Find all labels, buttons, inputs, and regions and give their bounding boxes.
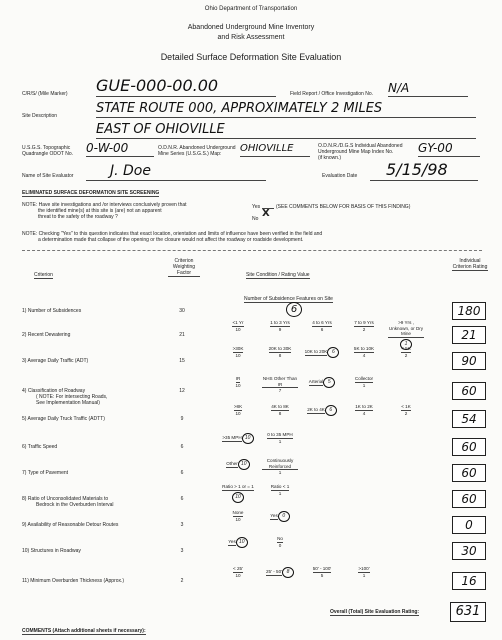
criterion-label: 6) Traffic Speed	[22, 444, 58, 450]
rating-option-value: 1	[278, 490, 282, 496]
rating-option[interactable]	[346, 346, 382, 358]
form-title-2: and Risk Assessment	[217, 34, 285, 41]
rating-option[interactable]	[220, 484, 256, 503]
site-description-line2[interactable]: EAST OF OHIOVILLE	[96, 121, 476, 139]
agency-name: Ohio Department of Transportation	[204, 6, 298, 12]
criterion-label: 8) Ratio of Unconsolidated Materials to	[22, 496, 109, 502]
rating-option[interactable]	[262, 484, 298, 496]
odnr-individual-label-1: O.D.N.R./D.G.S Individual Abandoned	[318, 143, 403, 149]
rating-option-label: Continuously Reinforced	[262, 458, 298, 470]
rating-option[interactable]	[346, 376, 382, 388]
rating-option-label: >30K	[232, 346, 244, 351]
rating-option-label: < 5K	[401, 346, 411, 351]
usgs-label-1: U.S.G.S. Topographic	[22, 145, 71, 151]
criterion-label: 5) Average Daily Truck Traffic (ADTT)	[22, 416, 105, 422]
criterion-label: 4) Classification of Roadway	[22, 388, 86, 394]
rating-option-value-selected: 1	[400, 339, 412, 350]
rating-option-value-selected: 8	[282, 567, 294, 578]
rating-option-label: 50' - 100'	[312, 566, 332, 571]
rating-option[interactable]	[346, 404, 382, 416]
rating-option[interactable]	[220, 458, 256, 470]
usgs-label-2: Quadrangle ODOT No.	[22, 151, 74, 157]
rating-option-label: Ratio < 1	[270, 484, 290, 489]
rating-option-value: 9	[278, 326, 282, 332]
evaluation-date-label: Evaluation Date	[322, 173, 358, 179]
rating-option[interactable]	[220, 536, 256, 548]
rating-option-value: 10	[235, 326, 241, 332]
screening-note-2a: NOTE: Checking "Yes" to this question indicates that exact location, orientation and limits of influence have been verified in the field and	[22, 231, 323, 237]
odnr-individual-label-2: Underground Mine Map Index No.	[318, 149, 394, 155]
form-title-3: Detailed Surface Deformation Site Evaluation	[160, 52, 342, 62]
criterion-label: 10) Structures in Roadway	[22, 548, 81, 554]
criterion-rating-box[interactable]: 60	[452, 438, 486, 456]
criterion-rating-box[interactable]: 90	[452, 352, 486, 370]
criterion-label: 3) Average Daily Traffic (ADT)	[22, 358, 89, 364]
rating-option[interactable]	[220, 320, 256, 332]
rating-option-label: 1K to 2K	[355, 404, 373, 409]
odnr-individual-field[interactable]: GY-00	[418, 140, 480, 157]
rating-option-value: 2	[404, 352, 408, 358]
rating-option-value: 2	[404, 410, 408, 416]
rating-option[interactable]	[220, 566, 256, 578]
rating-option[interactable]	[262, 320, 298, 332]
rating-option[interactable]	[304, 346, 340, 358]
rating-option-label: <1 Yr	[232, 320, 244, 325]
rating-option[interactable]	[262, 536, 298, 548]
rating-option[interactable]	[262, 376, 298, 394]
criterion-label: 9) Availability of Reasonable Detour Routes	[22, 522, 119, 528]
rating-option-value: 7	[278, 388, 282, 393]
screening-no-checkbox[interactable]: X	[262, 208, 270, 219]
rating-option[interactable]	[262, 346, 298, 358]
rating-option-value-selected: 10	[238, 459, 250, 470]
rating-option-label: IR	[235, 376, 241, 381]
rating-option-value-selected: 5	[323, 377, 335, 388]
rating-option-label: 25' - 50'	[265, 569, 283, 574]
overall-rating-label: Overall (Total) Site Evaluation Rating:	[330, 609, 420, 615]
column-criterion: Criterion	[34, 272, 53, 278]
evaluator-label: Name of Site Evaluator	[22, 173, 74, 179]
column-individual-rating: Individual Criterion Rating	[452, 258, 488, 270]
criterion-rating-box[interactable]: 0	[452, 516, 486, 534]
rating-option[interactable]	[262, 510, 298, 522]
weighting-factor: 9	[180, 416, 184, 422]
rating-option-label: No	[277, 536, 283, 541]
rating-option-value: 6	[320, 326, 324, 332]
rating-option[interactable]	[388, 404, 424, 416]
criterion-label: 11) Minimum Overburden Thickness (Approx.)	[22, 578, 125, 584]
screening-note-1c: threat to the safety of the roadway ?	[38, 214, 118, 220]
subsidence-subheading: Number of Subsidence Features on Site	[244, 296, 333, 302]
rating-option-label: >100'	[358, 566, 370, 571]
criterion-label: 2) Recent Dewatering	[22, 332, 71, 338]
screening-note-1a: NOTE: Have site investigations and /or interviews conclusively proven that	[22, 202, 187, 208]
screening-yes-note: (SEE COMMENTS BELOW FOR BASIS OF THIS FINDING)	[276, 204, 411, 210]
rating-option[interactable]	[304, 404, 340, 416]
odnr-label-1: O.D.N.R. Abandoned Underground	[158, 145, 236, 151]
rating-option-label: 7 to 9 Yrs	[354, 320, 374, 325]
rating-option-label: 10K to 20K	[304, 349, 328, 354]
weighting-factor: 3	[180, 548, 184, 554]
rating-option-value: 2	[362, 326, 366, 332]
comments-label: COMMENTS (Attach additional sheets if necessary):	[22, 628, 146, 634]
criterion-rating-box[interactable]: 60	[452, 382, 486, 400]
criterion-label-note: Bedrock in the Overburden Interval	[36, 502, 114, 508]
site-description-line1[interactable]: STATE ROUTE 000, APPROXIMATELY 2 MILES	[96, 100, 476, 118]
rating-option-label: >9 Yrs , Unknown, or Dry Mine	[388, 320, 424, 336]
weighting-factor: 6	[180, 444, 184, 450]
weighting-factor: 6	[180, 470, 184, 476]
rating-option[interactable]	[304, 566, 340, 578]
rating-option-label: None	[232, 510, 244, 515]
subsidence-count-field[interactable]: 6	[286, 302, 302, 317]
criterion-label: 1) Number of Subsidences	[22, 308, 82, 314]
usgs-field[interactable]: 0-W-00	[86, 140, 154, 157]
rating-option[interactable]	[220, 404, 256, 416]
rating-option[interactable]	[262, 432, 298, 444]
rating-option-label: 20K to 30K	[268, 346, 292, 351]
rating-option-label: Yes	[270, 513, 278, 518]
weighting-factor: 15	[179, 358, 185, 364]
rating-option-value-selected: 10	[232, 492, 244, 503]
rating-option[interactable]	[388, 346, 424, 358]
form-title-1: Abandoned Underground Mine Inventory	[187, 24, 315, 31]
rating-option[interactable]	[346, 320, 382, 332]
rating-option-label: 1 to 3 Yrs	[270, 320, 290, 325]
rating-option-value: 0	[278, 542, 282, 548]
rating-option-label: NHS Other Than IR	[262, 376, 298, 387]
rating-option-label: < 1K	[401, 404, 411, 409]
rating-option-value: 8	[278, 352, 282, 358]
rating-option[interactable]	[220, 510, 256, 522]
field-report-label: Field Report / Office Investigation No.	[290, 91, 374, 97]
rating-option-label: 4 to 6 Yrs	[312, 320, 332, 325]
rating-option-value: 10	[235, 410, 241, 416]
rating-option-value: 10	[235, 516, 241, 522]
rating-option-value: 1	[278, 470, 282, 475]
rating-option-value: 4	[362, 410, 366, 416]
rating-option-label: 5K to 10K	[353, 346, 375, 351]
rating-option-label: >8K	[233, 404, 243, 409]
rating-option-label: 0 to 35 MPH	[267, 432, 293, 437]
odnr-individual-label-3: (if known.)	[318, 155, 342, 161]
screening-no-label: No	[252, 216, 259, 222]
site-description-label: Site Description	[22, 113, 58, 119]
screening-heading: ELIMINATED SURFACE DEFORMATION SITE SCREENING	[22, 190, 160, 196]
rating-option-label: Other	[226, 461, 238, 466]
rating-option-label: 4K to 8K	[271, 404, 289, 409]
rating-option[interactable]	[220, 376, 256, 388]
evaluation-date-field[interactable]: 5/15/98	[370, 160, 478, 181]
rating-option-value: 10	[235, 352, 241, 358]
rating-option-label: Yes	[228, 539, 236, 544]
weighting-factor: 30	[179, 308, 185, 314]
rating-option-value-selected: 10	[236, 537, 248, 548]
rating-option-value: 10	[235, 382, 241, 388]
criterion-rating-box[interactable]: 60	[452, 490, 486, 508]
rating-option-value-selected: 10	[242, 433, 254, 444]
rating-option-value-selected: 0	[278, 511, 290, 522]
rating-option-label: Arterial	[308, 379, 324, 384]
rating-option[interactable]	[304, 376, 340, 388]
rating-option-label: >35 MPH	[222, 435, 242, 440]
weighting-factor: 3	[180, 522, 184, 528]
rating-option[interactable]	[220, 346, 256, 358]
criterion-label-note: See Implementation Manual)	[36, 400, 100, 406]
rating-option-value: 5	[320, 572, 324, 578]
section-divider	[22, 250, 482, 251]
odnr-map-field[interactable]: OHIOVILLE	[240, 142, 310, 157]
rating-option-value: 1	[278, 438, 282, 444]
evaluator-field[interactable]: J. Doe	[86, 162, 266, 181]
weighting-factor: 2	[180, 578, 184, 584]
rating-option-value-selected: 6	[327, 347, 339, 358]
rating-option[interactable]	[262, 404, 298, 416]
overall-rating-box[interactable]: 631	[450, 602, 486, 622]
screening-note-1b: the identified mine(s) at this site is (are) not an apparent	[38, 208, 162, 214]
rating-option-value-selected: 6	[325, 405, 337, 416]
weighting-factor: 6	[180, 496, 184, 502]
rating-option-label: 2K to 4K	[307, 407, 325, 412]
rating-option[interactable]	[220, 432, 256, 444]
criterion-rating-box[interactable]: 180	[452, 302, 486, 320]
odnr-label-2: Mine Series (U.S.G.S.) Map:	[158, 151, 222, 157]
rating-option[interactable]	[262, 566, 298, 578]
criterion-rating-box[interactable]: 60	[452, 464, 486, 482]
rating-option-value: 1	[362, 572, 366, 578]
criterion-rating-box[interactable]: 21	[452, 326, 486, 344]
rating-option[interactable]	[346, 566, 382, 578]
rating-option[interactable]	[262, 458, 298, 476]
crs-field[interactable]: GUE-000-00.00	[96, 76, 276, 97]
rating-option-value: 8	[278, 410, 282, 416]
criterion-label: 7) Type of Pavement	[22, 470, 69, 476]
weighting-factor: 12	[179, 388, 185, 394]
criterion-label-note: ( NOTE: For intersecting Roads,	[36, 394, 108, 400]
rating-option-label: Collector	[354, 376, 374, 381]
criterion-rating-box[interactable]: 30	[452, 542, 486, 560]
column-condition: Site Condition / Rating Value	[246, 272, 310, 278]
column-weighting-factor: Criterion Weighting Factor	[168, 258, 200, 277]
rating-option[interactable]	[304, 320, 340, 332]
criterion-rating-box[interactable]: 16	[452, 572, 486, 590]
rating-option-label: < 25'	[233, 566, 243, 571]
rating-option-label: Ratio > 1 or = 1	[222, 484, 254, 489]
rating-option-value: 4	[362, 352, 366, 358]
field-report-field[interactable]: N/A	[388, 80, 468, 97]
criterion-rating-box[interactable]: 54	[452, 410, 486, 428]
rating-option-value: 1	[362, 382, 366, 388]
weighting-factor: 21	[179, 332, 185, 338]
crs-label: C/R/S/ (Mile Marker)	[22, 91, 68, 97]
screening-note-2b: a determination made that collapse of the opening or the closure would not affect the roadway or roadside development.	[38, 237, 304, 243]
rating-option-value: 10	[235, 572, 241, 578]
screening-yes-label: Yes	[252, 204, 261, 210]
